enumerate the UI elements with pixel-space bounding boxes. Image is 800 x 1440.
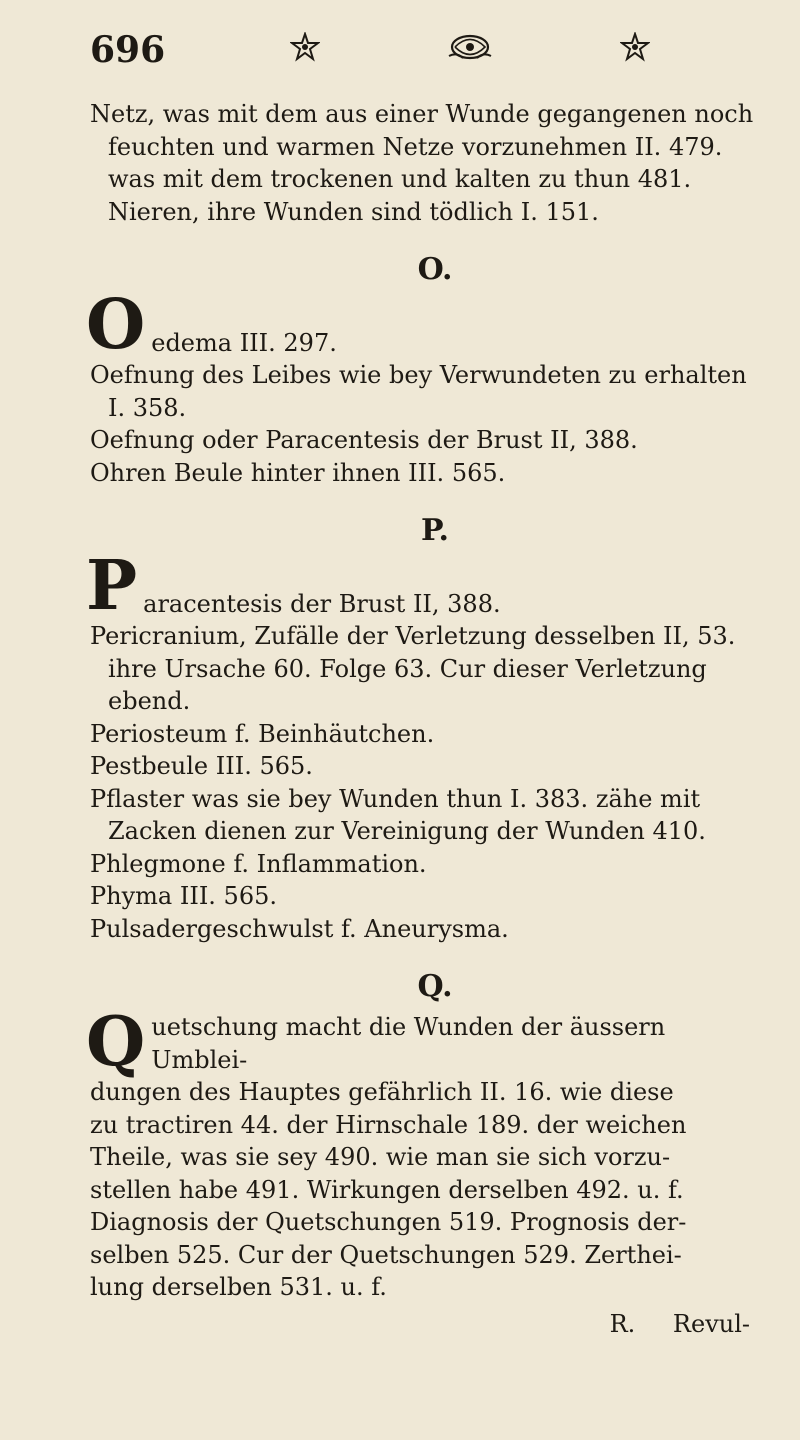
- text-line: Nieren, ihre Wunden sind tödlich I. 151.: [108, 197, 599, 226]
- text-line: selben 525. Cur der Quetschungen 529. Zerthei-: [90, 1240, 682, 1269]
- drop-initial: O: [86, 285, 146, 365]
- text-line: edema III. 297.: [151, 328, 337, 357]
- drop-initial: Q: [86, 1002, 146, 1082]
- index-entry-pulsadergeschwulst: [90, 913, 760, 946]
- index-entry-ohren: [90, 457, 760, 490]
- text-line: Theile, was sie sey 490. wie man sie sich vorzu-: [90, 1143, 671, 1171]
- index-entry-phlegmone: [90, 848, 760, 881]
- text-line: lung derselben 531. u. f.: [90, 1273, 387, 1301]
- floral-ornament-icon: [445, 30, 495, 70]
- star-ornament-icon: [620, 32, 650, 68]
- text-line: Pestbeule III. 565.: [90, 752, 313, 780]
- text-line: Phlegmone f. Inflammation.: [90, 849, 427, 878]
- index-entry-oefnung: [90, 359, 760, 424]
- text-line: stellen habe 491. Wirkungen derselben 492. u. f.: [90, 1175, 684, 1204]
- text-line: Netz, was mit dem aus einer Wunde gegangenen noch: [90, 100, 754, 128]
- page-number: 696: [90, 29, 166, 71]
- index-entry-oefnung-brust: [90, 424, 760, 457]
- section-heading-p: P.: [420, 513, 450, 548]
- signature-mark: R.: [609, 1309, 636, 1338]
- text-line: Pflaster was sie bey Wunden thun I. 383. zähe mit: [90, 784, 701, 813]
- text-line: Oefnung des Leibes wie bey Verwundeten zu erhalten: [90, 361, 747, 389]
- index-entry-periosteum: [90, 718, 760, 751]
- index-entry-netz: [90, 98, 760, 228]
- text-line: aracentesis der Brust II, 388.: [143, 589, 501, 618]
- index-entry-pericranium: [90, 620, 760, 718]
- catchword: Revul-: [672, 1309, 750, 1338]
- text-line: Ohren Beule hinter ihnen III. 565.: [90, 458, 506, 487]
- star-ornament-icon: [290, 32, 320, 68]
- index-entry-phyma: [90, 880, 760, 913]
- text-line: zu tractiren 44. der Hirnschale 189. der weichen: [90, 1110, 687, 1139]
- text-line: Periosteum f. Beinhäutchen.: [90, 719, 435, 748]
- text-line: Phyma III. 565.: [90, 882, 277, 910]
- text-line: ihre Ursache 60. Folge 63. Cur dieser Verletzung: [108, 654, 707, 683]
- drop-initial: P: [86, 546, 138, 626]
- text-line: was mit dem trockenen und kalten zu thun 481.: [108, 165, 692, 193]
- index-entry-pflaster: [90, 783, 760, 848]
- section-heading-o: O.: [417, 252, 453, 287]
- text-line: Oefnung oder Paracentesis der Brust II, 388.: [90, 426, 638, 454]
- text-line: feuchten und warmen Netze vorzunehmen II. 479.: [108, 132, 723, 161]
- index-content: [86, 98, 760, 1340]
- section-heading-q: Q.: [417, 969, 453, 1004]
- text-line: ebend.: [108, 687, 191, 715]
- text-line: Zacken dienen zur Vereinigung der Wunden 410.: [108, 817, 706, 845]
- index-entry-oedema: [86, 285, 760, 365]
- page-header: [90, 20, 650, 80]
- text-line: uetschung macht die Wunden der äussern Umblei-: [151, 1013, 666, 1074]
- index-entry-quetschung: [86, 1002, 760, 1304]
- text-line: Pericranium, Zufälle der Verletzung desselben II, 53.: [90, 622, 736, 650]
- text-line: dungen des Hauptes gefährlich II. 16. wie diese: [90, 1078, 674, 1106]
- catchword-line: [90, 1308, 760, 1340]
- text-line: I. 358.: [108, 393, 187, 422]
- text-line: Pulsadergeschwulst f. Aneurysma.: [90, 914, 509, 943]
- text-line: Diagnosis der Quetschungen 519. Prognosis der-: [90, 1208, 687, 1236]
- index-entry-paracentesis: [86, 546, 760, 626]
- index-entry-pestbeule: [90, 750, 760, 783]
